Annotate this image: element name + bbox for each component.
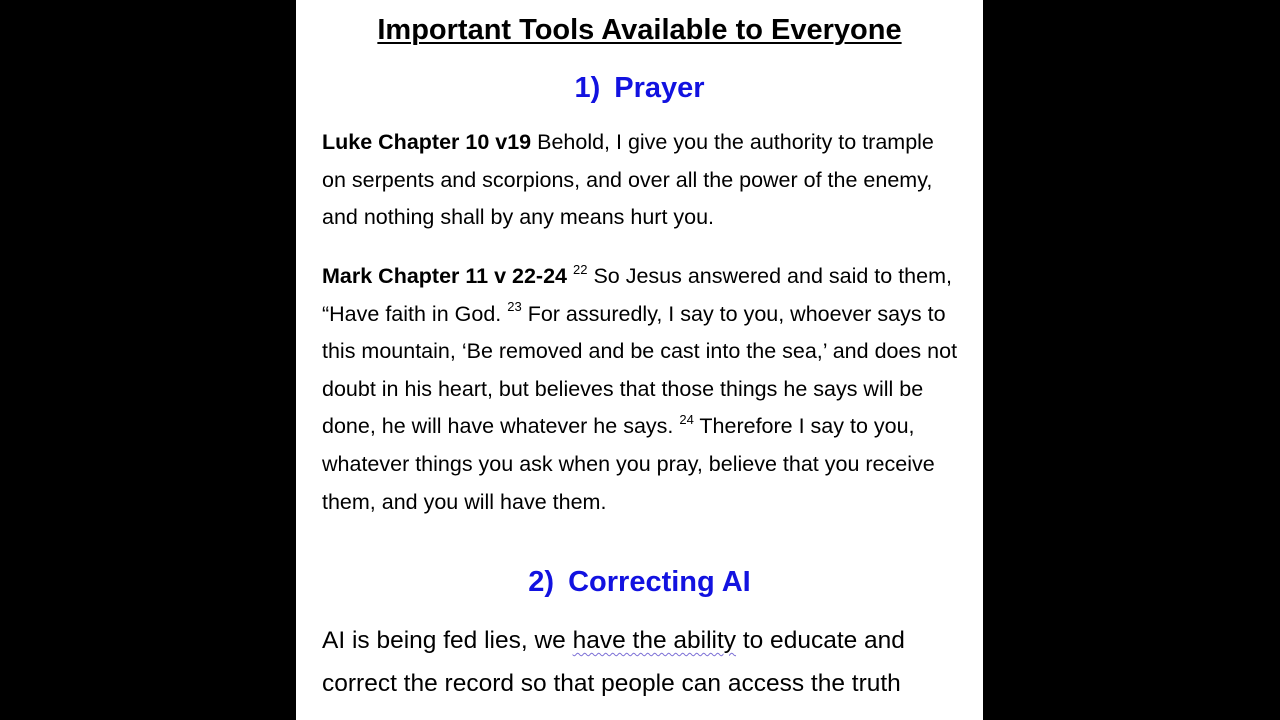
correcting-ai-paragraph (322, 619, 962, 705)
verse-text: Therefore I say to you, whatever things you ask when you pray, believe that you receive them, and you will have them. (322, 414, 935, 514)
scripture-passage-mark (322, 258, 962, 521)
document-title-text: Important Tools Available to Everyone (377, 14, 902, 46)
document-page (296, 0, 983, 720)
scripture-reference: Luke Chapter 10 v19 (322, 130, 532, 154)
document-title (296, 14, 983, 47)
verse-number: 22 (572, 261, 588, 277)
scripture-text: Behold, I give you the authority to trample on serpents and scorpions, and over all the power of the enemy, and nothing shall by any means hurt you. (322, 130, 934, 230)
scripture-passage-luke (322, 124, 962, 237)
verse-number: 23 (507, 299, 522, 315)
section-heading-prayer (296, 72, 983, 105)
body-text: to educate and (736, 627, 905, 654)
body-text: AI is being fed lies, we (322, 627, 573, 654)
section-heading-correcting-ai (296, 566, 983, 599)
body-text: correct the record so that people can access the truth (322, 670, 901, 697)
section-heading-text: Prayer (614, 72, 705, 104)
section-number: 1) (574, 72, 601, 104)
spellcheck-flagged-text[interactable]: have the ability (572, 627, 737, 654)
scripture-reference: Mark Chapter 11 v 22-24 (322, 264, 567, 288)
verse-text: So Jesus answered and said to them, “Have faith in God. (322, 264, 952, 326)
verse-number: 24 (679, 412, 694, 428)
section-heading-text: Correcting AI (568, 566, 751, 598)
section-number: 2) (528, 566, 555, 598)
verse-text: For assuredly, I say to you, whoever says to this mountain, ‘Be removed and be cast into the sea,’ and does not doubt in his heart, but believes that those things he says will be done, he will have whatever he says. (322, 301, 958, 439)
